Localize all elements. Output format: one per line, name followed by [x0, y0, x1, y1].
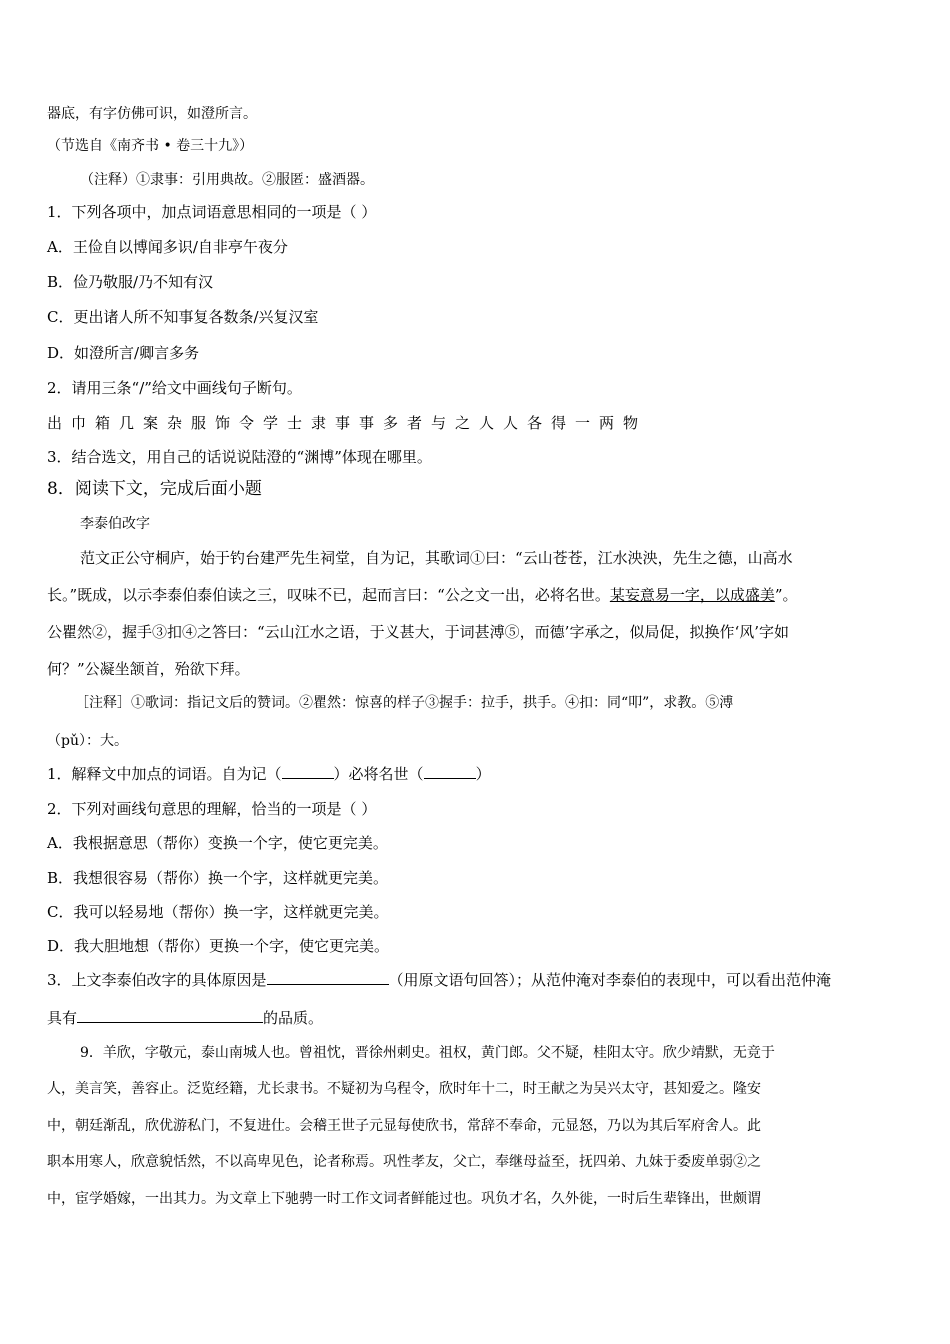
passage-7-note: （注释）①隶事：引用典故。②服匿：盛酒器。 [80, 172, 374, 188]
q8-3-line-1: 3．上文李泰伯改字的具体原因是 （用原文语句回答）；从范仲淹对李泰伯的表现中，可以看出范仲淹 [47, 971, 832, 989]
q7-1-option-b: B．俭乃敬服/乃不知有汉 [47, 273, 214, 291]
passage-9-line-4: 职本用寒人，欣意貌恬然，不以高卑见色，论者称焉。巩性孝友，父亡，奉继母益至，抚四弟、九妹于委废单弱②之 [47, 1154, 761, 1170]
q7-1-option-c: C．更出诸人所不知事复各数条/兴复汉室 [47, 308, 319, 326]
passage-9-line-1: 9．羊欣，字敬元，泰山南城人也。曾祖忱，晋徐州刺史。祖权，黄门郎。父不疑，桂阳太守。欣少靖默，无竞于 [80, 1045, 775, 1061]
answer-blank [282, 764, 334, 779]
q8-2-stem: 2．下列对画线句意思的理解，恰当的一项是（ ） [47, 800, 377, 818]
passage-9-line-2: 人，美言笑，善容止。泛览经籍，尤长隶书。不疑初为乌程令，欣时年十二，时王献之为吴兴太守，甚知爱之。隆安 [47, 1081, 761, 1097]
answer-blank [267, 970, 389, 985]
underlined-sentence: 某妄意易一字，以成盛美 [609, 586, 775, 604]
answer-blank [77, 1008, 263, 1023]
q7-2-stem: 2．请用三条“/”给文中画线句子断句。 [47, 379, 302, 397]
q7-1-option-a: A．王俭自以博闻多识/自非亭午夜分 [47, 238, 288, 256]
q7-1-stem: 1．下列各项中，加点词语意思相同的一项是（ ） [47, 203, 377, 221]
q7-3-stem: 3．结合选文，用自己的话说说陆澄的“渊博”体现在哪里。 [47, 448, 432, 466]
passage-8-line-4: 何？”公凝坐颔首，殆欲下拜。 [47, 660, 250, 678]
q8-3-line-2: 具有 的品质。 [47, 1009, 324, 1027]
section-8-heading: 8．阅读下文，完成后面小题 [47, 479, 262, 499]
q7-2-sentence: 出巾箱几案杂服饰令学士隶事事多者与之人人各得一两物 [47, 414, 648, 432]
answer-blank [424, 764, 476, 779]
passage-8-line-3: 公瞿然②，握手③扣④之答曰：“云山江水之语，于义甚大，于词甚溥⑤，而德’字承之，似局促，拟换作‘风’字如 [47, 623, 789, 641]
q7-1-option-d: D．如澄所言/卿言多务 [47, 344, 200, 362]
passage-7-source: （节选自《南齐书 • 卷三十九》） [47, 138, 254, 154]
passage-8-note-1: ［注释］①歌词：指记文后的赞词。②瞿然：惊喜的样子③握手：拉手，拱手。④扣：同“叩”，求教。⑤溥 [75, 695, 734, 711]
passage-9-line-5: 中，宦学婚嫁，一出其力。为文章上下驰骋一时工作文词者鲜能过也。巩负才名，久外徙，一时后生辈锋出，世颇谓 [47, 1191, 761, 1207]
q8-2-option-d: D．我大胆地想（帮你）更换一个字，使它更完美。 [47, 937, 390, 955]
q8-2-option-b: B．我想很容易（帮你）换一个字，这样就更完美。 [47, 869, 389, 887]
q8-1-stem: 1．解释文中加点的词语。自为记（ ）必将名世（ ） [47, 765, 491, 783]
passage-8-line-1: 范文正公守桐庐，始于钓台建严先生祠堂，自为记，其歌词①曰：“云山苍苍，江水泱泱，先生之德，山高水 [80, 549, 793, 567]
passage-8-note-2: （pǔ）：大。 [47, 733, 128, 749]
passage-8-line-2: 长。”既成，以示李泰伯泰伯读之三，叹味不已，起而言曰：“公之文一出，必将名世。某妄意易一字，以成盛美”。 [47, 586, 798, 604]
passage-8-title: 李泰伯改字 [80, 516, 150, 532]
q8-2-option-a: A．我根据意思（帮你）变换一个字，使它更完美。 [47, 834, 388, 852]
passage-7-continuation: 器底，有字仿佛可识，如澄所言。 [47, 106, 257, 122]
q8-2-option-c: C．我可以轻易地（帮你）换一字，这样就更完美。 [47, 903, 389, 921]
passage-9-line-3: 中，朝廷渐乱，欣优游私门，不复进仕。会稽王世子元显每使欣书，常辞不奉命，元显怒，乃以为其后军府舍人。此 [47, 1118, 761, 1134]
